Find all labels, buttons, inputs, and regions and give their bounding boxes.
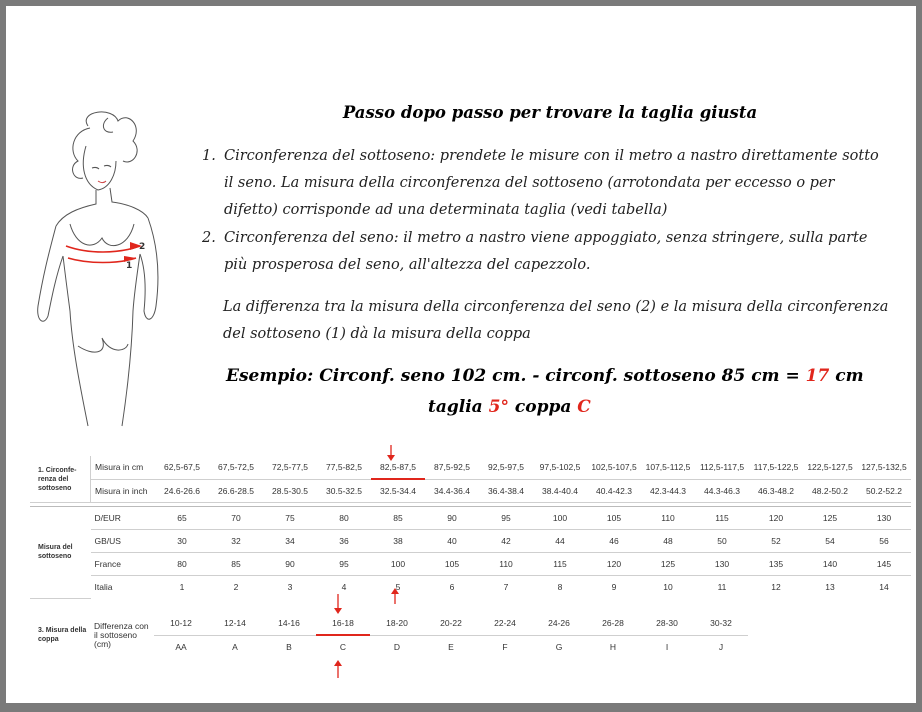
row-label: D/EUR	[91, 507, 156, 530]
step-2-number: 2.	[202, 230, 216, 246]
example-difference: 17	[805, 366, 830, 386]
row-label: Differenza con il sottoseno (cm)	[94, 620, 149, 649]
table-cell: 122,5-127,5	[803, 456, 857, 479]
table-cell: 135	[749, 553, 803, 576]
table-cell: 13	[825, 582, 835, 592]
table-cell: 30	[155, 530, 209, 553]
table-cell: 6	[449, 582, 455, 592]
example-text: Esempio: Circonf. seno 102 cm. - circonf. sottoseno 85 cm =	[226, 366, 800, 386]
table-cell: 10-12	[154, 612, 208, 635]
table-cell: 4	[341, 582, 347, 592]
table-cell: 28.5-30.5	[263, 479, 317, 503]
example-size-value: 5°	[488, 397, 509, 417]
table-cell: 145	[857, 553, 911, 576]
table-cell: 52	[749, 530, 803, 553]
table-cell: 112,5-117,5	[695, 456, 749, 479]
table-cell: 80	[155, 553, 209, 576]
table-cell: 26-28	[586, 612, 640, 635]
table-cell: 87,5-92,5	[425, 456, 479, 479]
table-cell: A	[232, 641, 238, 652]
step-2-text: Circonferenza del seno: il metro a nastro viene appoggiato, senza stringere, sulla parte più prosperosa del seno, all'altezza del capezzolo.	[224, 230, 868, 273]
table-cell: 50	[695, 530, 749, 553]
table-cell: 14-16	[262, 612, 316, 635]
table-cell: 85	[371, 507, 425, 530]
figure-label-1: 1	[126, 261, 133, 271]
table-cell: 24.6-26.6	[155, 479, 209, 503]
table-cell: 56	[857, 530, 911, 553]
table-cell: 8	[557, 582, 563, 592]
table-cell: 48	[641, 530, 695, 553]
table-cell: 75	[263, 507, 317, 530]
table-cell: 110	[479, 553, 533, 576]
figure-label-2: 2	[139, 242, 146, 252]
table-cell: J	[718, 641, 724, 652]
table-cell: 34	[263, 530, 317, 553]
example-cup-label: coppa	[514, 397, 572, 417]
table-cell: 44	[533, 530, 587, 553]
table-cell: 127,5-132,5	[857, 456, 911, 479]
table-cell: AA	[175, 641, 187, 652]
table-cell: 65	[155, 507, 209, 530]
table-cell: H	[609, 641, 617, 652]
table-cell: 80	[317, 507, 371, 530]
table-cell: 1	[179, 582, 185, 592]
table-cell: 67,5-72,5	[209, 456, 263, 479]
table-cell: D	[393, 641, 401, 652]
table-cell: 115	[695, 507, 749, 530]
table-cell: B	[286, 641, 292, 652]
table-cell: 36	[317, 530, 371, 553]
table-cell: 130	[857, 507, 911, 530]
cup-note: La differenza tra la misura della circonferenza del seno (2) e la misura della circonferenza del sottoseno (1) dà la misura della coppa	[223, 299, 889, 342]
table-cell: 18-20	[370, 612, 424, 635]
table-cell: 120	[587, 553, 641, 576]
table-cell: 5	[395, 582, 401, 592]
table-cell: 70	[209, 507, 263, 530]
table-cell: F	[502, 641, 508, 652]
table-cell: 100	[371, 553, 425, 576]
table-cell: 62,5-67,5	[155, 456, 209, 479]
row-label: Italia	[94, 582, 113, 592]
table-cell: 30-32	[694, 612, 748, 635]
table-cell: 9	[611, 582, 617, 592]
table-group-label: 1. Circonfe-renza del sottoseno	[30, 456, 91, 503]
example-size-label: taglia	[428, 397, 483, 417]
table-cell: 97,5-102,5	[533, 456, 587, 479]
table-cell: 125	[641, 553, 695, 576]
table-cell: 12-14	[208, 612, 262, 635]
row-label: Misura in inch	[91, 479, 156, 503]
table-cell: 115	[533, 553, 587, 576]
table-cell: 110	[641, 507, 695, 530]
table-cell: 44.3-46.3	[695, 479, 749, 503]
table-cell: 48.2-50.2	[803, 479, 857, 503]
table-cell: 22-24	[478, 612, 532, 635]
table-cell: 46.3-48.2	[749, 479, 803, 503]
table-cell: 105	[587, 507, 641, 530]
table-cell: 107,5-112,5	[641, 456, 695, 479]
table-cell: E	[448, 641, 454, 652]
table-cell: 24-26	[532, 612, 586, 635]
table-cell: 95	[479, 507, 533, 530]
table-cell: C	[339, 642, 347, 652]
table-cell: 85	[209, 553, 263, 576]
table-cell: 54	[803, 530, 857, 553]
table-cell: 92,5-97,5	[479, 456, 533, 479]
table-cell: 11	[717, 582, 727, 592]
table-cell: 38.4-40.4	[533, 479, 587, 503]
table-cell: 102,5-107,5	[587, 456, 641, 479]
table-cell: 32	[209, 530, 263, 553]
table-group-label: Misura del sottoseno	[30, 507, 91, 599]
table-group-label: 3. Misura della coppa	[38, 627, 87, 643]
table-cell: 72,5-77,5	[263, 456, 317, 479]
step-1-text: Circonferenza del sottoseno: prendete le misure con il metro a nastro direttamente sotto il seno. La misura della circonferenza del sottoseno (arrotondata per eccesso o per difetto) corrisponde ad una determinata taglia (vedi tabella)	[224, 148, 879, 218]
table-cell: 95	[317, 553, 371, 576]
table-cell: 46	[587, 530, 641, 553]
example-unit: cm	[835, 366, 864, 386]
table-cell: 14	[879, 582, 889, 592]
table-cell: 26.6-28.5	[209, 479, 263, 503]
table-cell: 28-30	[640, 612, 694, 635]
table-cell: 77,5-82,5	[317, 456, 371, 479]
table-cell: 105	[425, 553, 479, 576]
row-label: GB/US	[91, 530, 156, 553]
table-cell: 40.4-42.3	[587, 479, 641, 503]
row-label: Misura in cm	[91, 456, 156, 479]
table-cell: 20-22	[424, 612, 478, 635]
table-cell: 32.5-34.4	[371, 479, 425, 503]
table-cell: 90	[263, 553, 317, 576]
table-cell: 117,5-122,5	[749, 456, 803, 479]
table-cell: 42.3-44.3	[641, 479, 695, 503]
table-cell: I	[665, 641, 669, 652]
page-title: Passo dopo passo per trovare la taglia giusta	[342, 103, 758, 122]
table-cell: 130	[695, 553, 749, 576]
table-cell: 42	[479, 530, 533, 553]
table-cell: G	[555, 641, 563, 652]
table-cell: 36.4-38.4	[479, 479, 533, 503]
table-cell: 3	[287, 582, 293, 592]
step-1-number: 1.	[202, 148, 216, 164]
table-cell: 140	[803, 553, 857, 576]
table-cell: 12	[771, 582, 781, 592]
table-cell: 50.2-52.2	[857, 479, 911, 503]
table-cell: 16-18	[316, 612, 370, 635]
table-cell: 100	[533, 507, 587, 530]
table-cell: 90	[425, 507, 479, 530]
table-cell: 10	[663, 582, 673, 592]
table-cell: 120	[749, 507, 803, 530]
table-cell: 82,5-87,5	[371, 456, 425, 479]
table-cell: 34.4-36.4	[425, 479, 479, 503]
example-cup-value: C	[577, 397, 591, 417]
table-cell: 30.5-32.5	[317, 479, 371, 503]
table-cell: 2	[233, 582, 239, 592]
table-cell: 40	[425, 530, 479, 553]
row-label: France	[91, 553, 156, 576]
table-cell: 125	[803, 507, 857, 530]
table-cell: 38	[371, 530, 425, 553]
table-cell: 7	[503, 582, 509, 592]
